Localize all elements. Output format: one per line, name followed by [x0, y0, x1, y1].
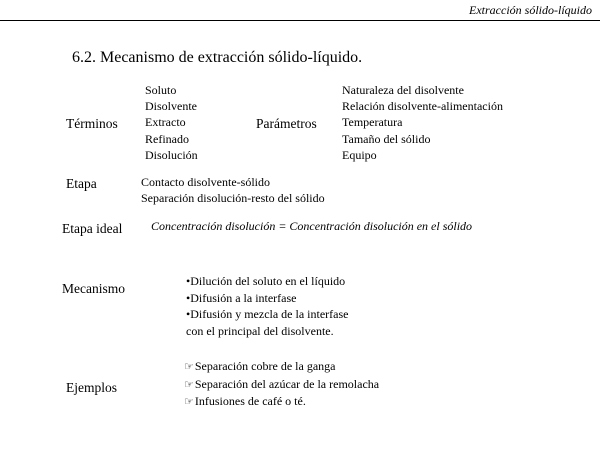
pointing-hand-icon: ☞ [184, 378, 194, 391]
etapa-ideal-equation: Concentración disolución = Concentración disolución en el sólido [151, 219, 473, 233]
header-divider [0, 20, 600, 21]
header-title: Extracción sólido-líquido [469, 3, 592, 17]
pointing-hand-icon: ☞ [184, 361, 194, 373]
list-item: Refinado [145, 131, 189, 146]
list-item: Extracto [145, 115, 186, 130]
list-item: Relación disolvente-alimentación [342, 99, 503, 114]
list-item: •Dilución del soluto en el líquido [186, 274, 346, 288]
list-item: •Difusión y mezcla de la interfase [186, 307, 349, 321]
list-item: Tamaño del sólido [342, 131, 431, 146]
list-item: Temperatura [342, 115, 403, 130]
list-item: Soluto [145, 83, 177, 97]
terminos-label: Términos [66, 116, 118, 131]
list-item-text: Separación cobre de la ganga [194, 359, 336, 373]
mecanismo-list [186, 273, 348, 339]
list-item-text: Separación del azúcar de la remolacha [194, 376, 380, 391]
list-item: Disolución [145, 147, 198, 162]
etapa-list [141, 174, 325, 206]
section-title: 6.2. Mecanismo de extracción sólido-líquido. [72, 49, 363, 66]
ejemplos-label: Ejemplos [66, 380, 117, 395]
list-item [184, 358, 379, 376]
list-item: Contacto disolvente-sólido [141, 175, 270, 189]
list-item [184, 376, 379, 394]
parametros-label: Parámetros [256, 116, 317, 131]
list-item: Disolvente [145, 99, 197, 114]
list-item: Separación disolución-resto del sólido [141, 191, 325, 206]
etapa-label: Etapa [66, 176, 97, 191]
list-item [184, 393, 379, 411]
list-item: Equipo [342, 147, 377, 162]
pointing-hand-icon: ☞ [184, 396, 194, 408]
list-item-text: Infusiones de café o té. [194, 394, 306, 408]
ejemplos-list [184, 358, 379, 411]
etapa-ideal-label: Etapa ideal [62, 221, 123, 236]
list-item: con el principal del disolvente. [186, 323, 334, 338]
parametros-list [342, 82, 503, 163]
list-item: •Difusión a la interfase [186, 290, 297, 305]
list-item: Naturaleza del disolvente [342, 83, 464, 97]
terminos-list [145, 82, 198, 163]
mecanismo-label: Mecanismo [62, 281, 125, 296]
